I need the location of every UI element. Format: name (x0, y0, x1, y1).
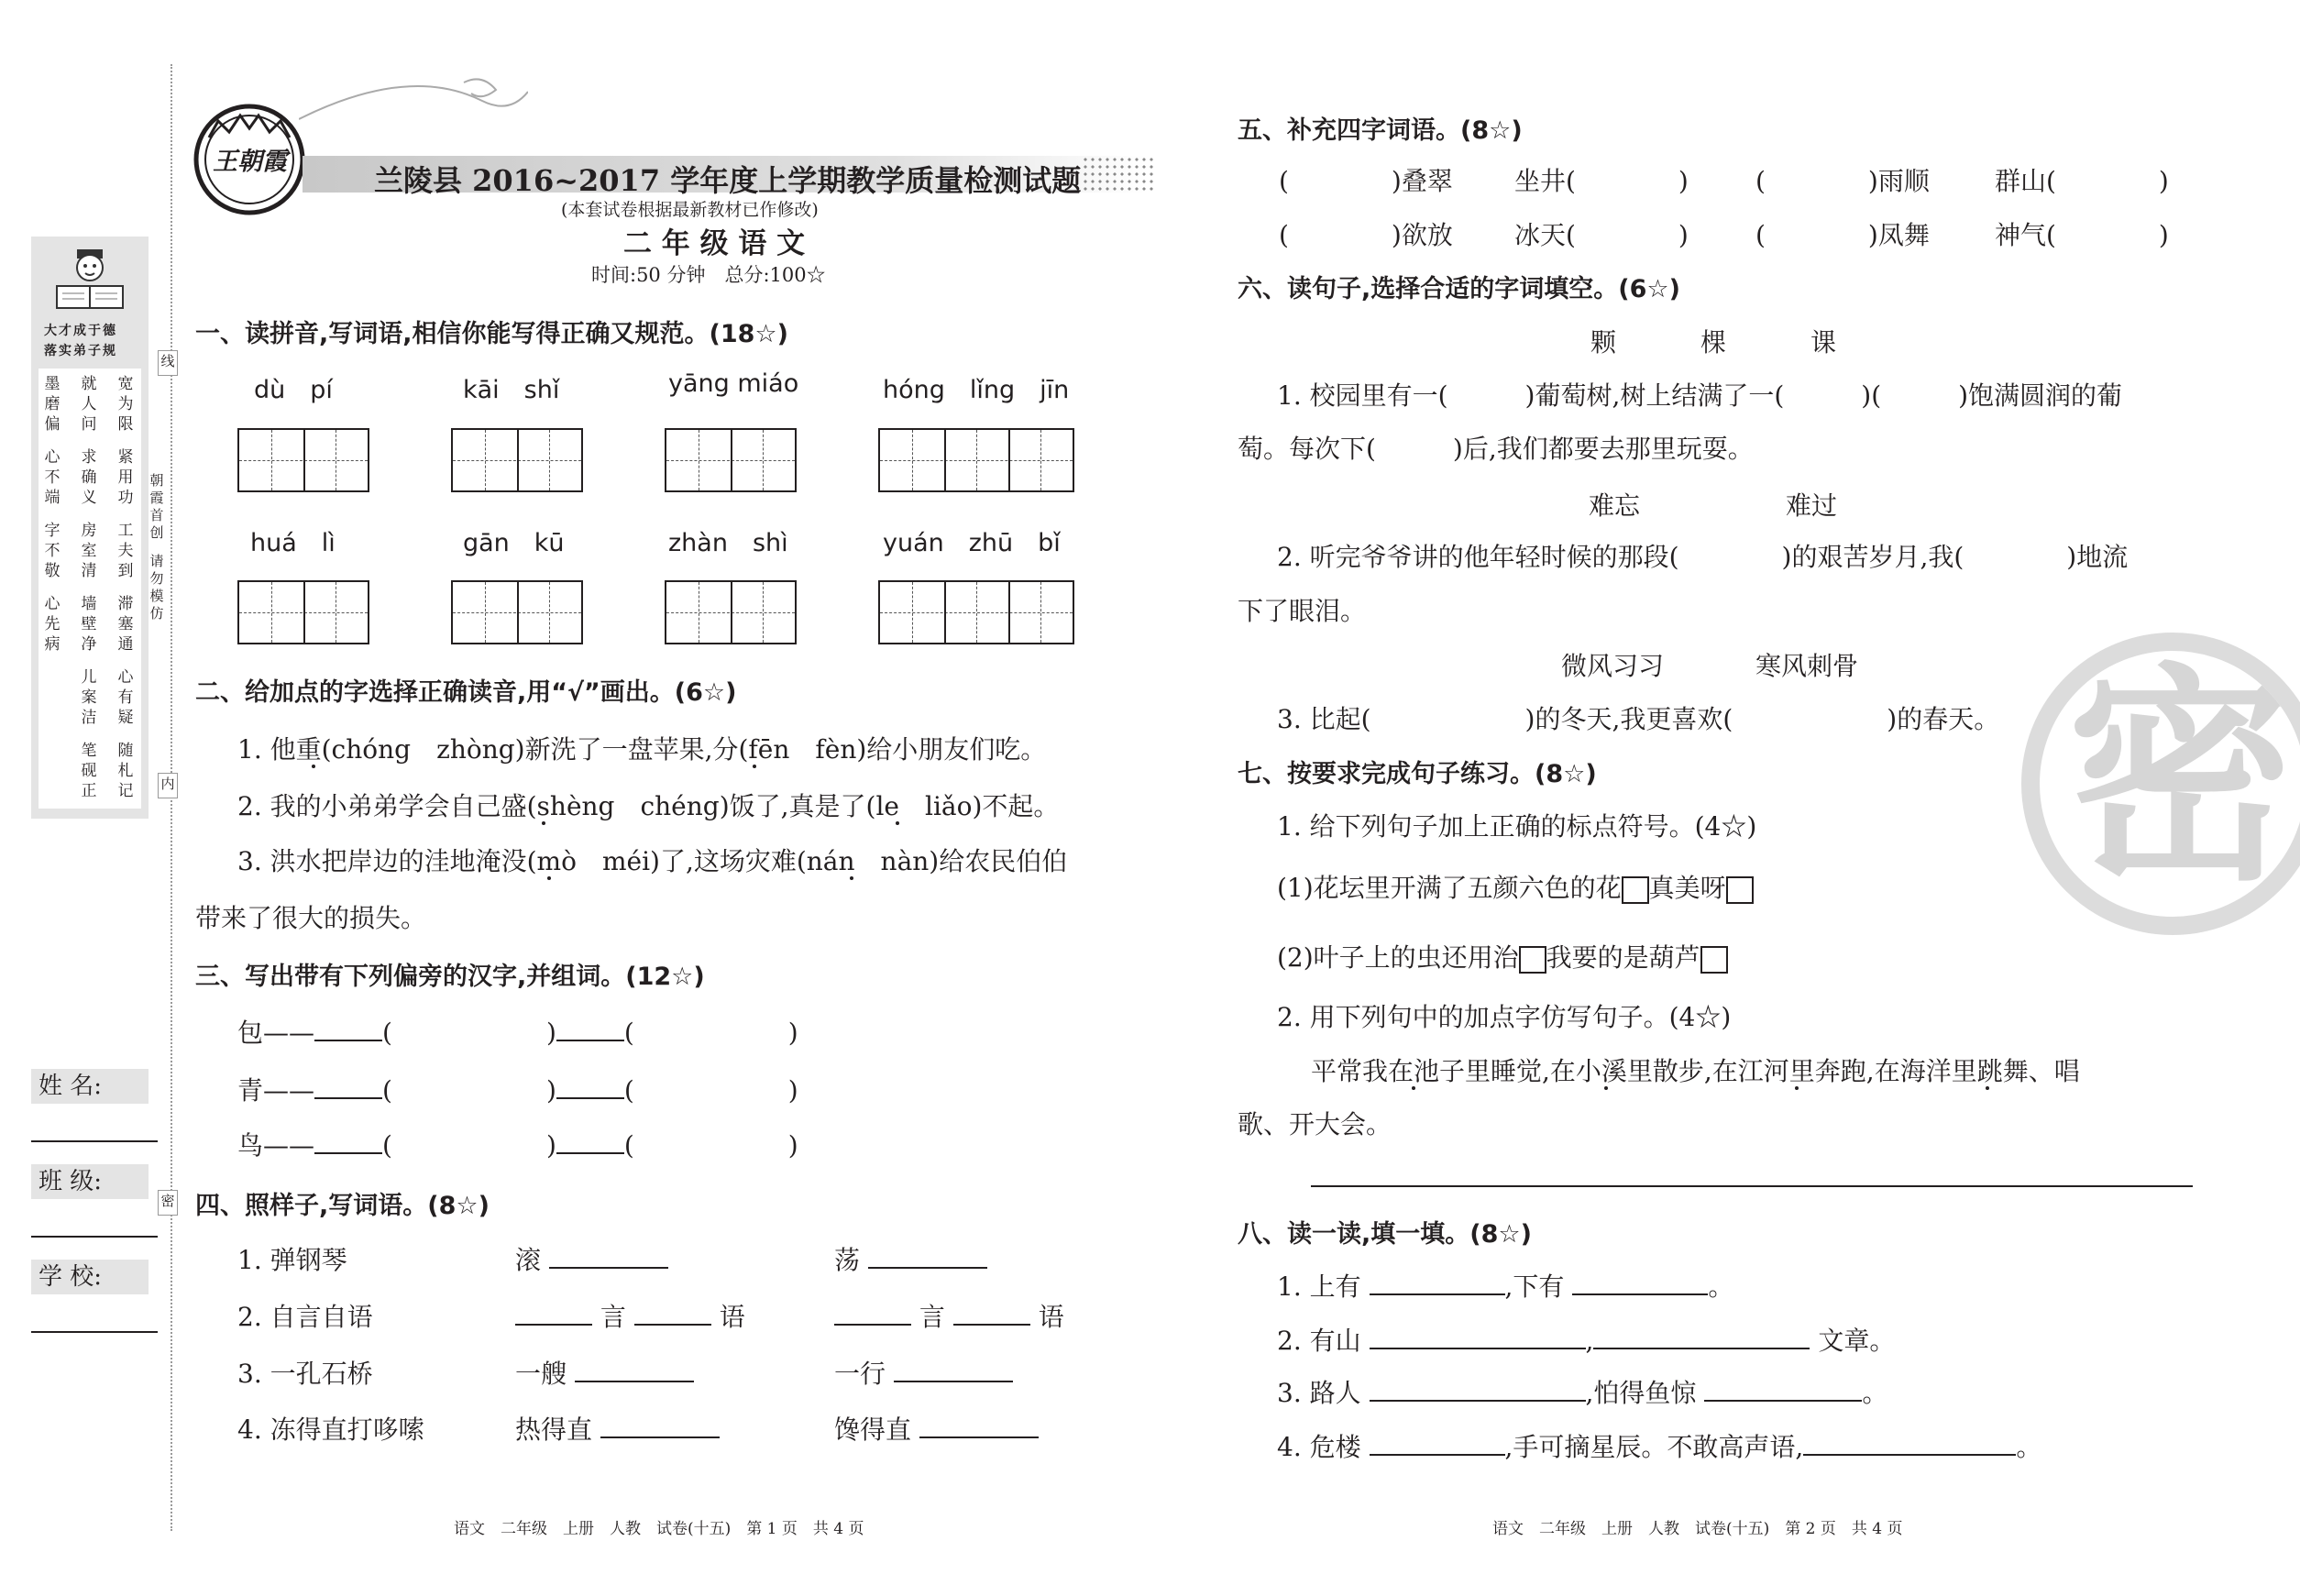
q8-line-4: 4. 危楼 ,手可摘星辰。不敢高声语, 。 (1277, 1432, 2042, 1462)
motto-col-10: 心先病 (44, 595, 61, 654)
class-line (31, 1236, 158, 1238)
q5-item-4: 群山( ) (1995, 166, 2169, 196)
q6-title: 六、读句子,选择合适的字词填空。(6☆) (1238, 275, 1680, 303)
q4-item-4b: 馋得直 (834, 1410, 1039, 1447)
writing-grid-3[interactable] (665, 428, 797, 492)
q4-title: 四、照样子,写词语。(8☆) (195, 1192, 490, 1220)
q1-pinyin-3: yāng miáo (668, 369, 799, 398)
exam-title: 兰陵县 2016~2017 学年度上学期教学质量检测试题 (374, 163, 1082, 198)
motto-columns (39, 369, 141, 809)
q5-item-6: 冰天( ) (1514, 220, 1689, 250)
q5-item-1: ( )叠翠 (1279, 166, 1453, 196)
q1-pinyin-5: huá lì (250, 529, 336, 557)
writing-grid-2[interactable] (451, 428, 583, 492)
q7-title: 七、按要求完成句子练习。(8☆) (1238, 760, 1597, 788)
q1-pinyin-6: gān kū (463, 529, 565, 557)
motto-col-12: 滞塞通 (117, 595, 134, 654)
q6-choice-weifeng: 微风习习 (1561, 651, 1665, 681)
q6-choice-ke3: 课 (1810, 327, 1837, 358)
q4-item-2a: 言 语 (515, 1297, 745, 1334)
answer-blank[interactable] (600, 1416, 720, 1438)
motto-col-9: 工夫到 (117, 522, 134, 580)
radical-bao: 包—— (237, 1018, 315, 1048)
motto-col-1: 墨磨偏 (44, 375, 61, 434)
answer-blank[interactable] (314, 1132, 382, 1154)
q4-item-2b: 言 语 (834, 1297, 1064, 1334)
q4-item-3a: 一艘 (515, 1354, 694, 1391)
q7-sub-2: 2. 用下列句中的加点字仿写句子。(4☆) (1277, 1002, 1732, 1032)
q3-title: 三、写出带有下列偏旁的汉字,并组词。(12☆) (195, 963, 705, 991)
answer-blank[interactable] (919, 1416, 1039, 1438)
answer-blank[interactable] (1370, 1327, 1586, 1349)
writing-grid-7[interactable] (665, 580, 797, 644)
q6-choice-ke2: 棵 (1700, 327, 1727, 358)
footer-right: 语文 二年级 上册 人教 试卷(十五) 第 2 页 共 4 页 (1492, 1520, 1903, 1538)
q1-pinyin-1: dù pí (254, 376, 333, 404)
q8-line-1: 1. 上有 ,下有 。 (1277, 1271, 1734, 1302)
name-label: 姓 名: (31, 1069, 149, 1104)
footer-left: 语文 二年级 上册 人教 试卷(十五) 第 1 页 共 4 页 (454, 1520, 864, 1538)
emphasis-dot (547, 876, 551, 880)
motto-panel (31, 237, 149, 819)
answer-blank[interactable] (549, 1247, 668, 1269)
answer-blank[interactable] (834, 1304, 911, 1326)
q7-paragraph-1: 平常我在池子里睡觉,在小溪里散步,在江河里奔跑,在海洋里跳舞、唱 (1311, 1056, 2080, 1086)
q4-item-3b: 一行 (834, 1354, 1013, 1391)
emphasis-dot (1986, 1086, 1989, 1090)
q1-title: 一、读拼音,写词语,相信你能写得正确又规范。(18☆) (195, 320, 788, 348)
q6-choice-hanfeng: 寒风刺骨 (1755, 651, 1859, 681)
q5-item-8: 神气( ) (1995, 220, 2169, 250)
writing-grid-8[interactable] (878, 580, 1074, 644)
answer-blank[interactable] (1370, 1380, 1586, 1402)
answer-blank[interactable] (575, 1360, 694, 1382)
writing-grid-1[interactable] (237, 428, 369, 492)
q7-punct-1: (1)花坛里开满了五颜六色的花 真美呀 (1277, 868, 1754, 905)
q6-choice-nanguo: 难过 (1786, 490, 1838, 521)
writing-grid-6[interactable] (451, 580, 583, 644)
q4-item-4a: 热得直 (515, 1410, 720, 1447)
exam-note: (本套试卷根据最新教材已作修改) (561, 200, 819, 220)
logo-badge (191, 101, 308, 218)
q4-example-3: 3. 一孔石桥 (237, 1359, 373, 1389)
q5-item-5: ( )欲放 (1279, 220, 1453, 250)
q5-title: 五、补充四字词语。(8☆) (1238, 116, 1523, 145)
q3-row-1: 包—— ( ) ( ) (237, 1018, 798, 1048)
answer-blank[interactable] (634, 1304, 711, 1326)
q3-row-3: 鸟—— ( ) ( ) (237, 1130, 798, 1161)
q4-item-1a: 滚 (515, 1240, 668, 1277)
q2-title: 二、给加点的字选择正确读音,用“√”画出。(6☆) (195, 678, 737, 707)
q5-item-2: 坐井( ) (1514, 166, 1689, 196)
motto-col-8: 房室清 (81, 522, 97, 580)
answer-blank[interactable] (1704, 1380, 1862, 1402)
confidential-stamp (2021, 633, 2300, 935)
class-label: 班 级: (31, 1164, 149, 1199)
q8-line-3: 3. 路人 ,怕得鱼惊 。 (1277, 1378, 1888, 1408)
emphasis-dot (542, 821, 545, 825)
punctuation-box[interactable] (1622, 876, 1649, 904)
fold-label-2: 内 (158, 773, 178, 798)
school-line (31, 1331, 158, 1333)
answer-blank[interactable] (1572, 1273, 1708, 1295)
motto-top: 大才成于德 (44, 324, 117, 338)
emphasis-dot (312, 765, 315, 768)
stamp-glyph: 密 (2067, 644, 2296, 911)
q6-choice-ke1: 颗 (1590, 327, 1617, 358)
q4-example-2: 2. 自言自语 (237, 1302, 373, 1332)
answer-blank[interactable] (1370, 1273, 1505, 1295)
radical-niao: 鸟—— (237, 1130, 315, 1161)
answer-blank[interactable] (1803, 1434, 2016, 1456)
q6-choice-nanwang: 难忘 (1589, 490, 1641, 521)
emphasis-dot (850, 876, 853, 880)
motto-col-15: 笔砚正 (81, 742, 97, 800)
q4-example-1: 1. 弹钢琴 (237, 1245, 347, 1275)
q1-pinyin-7: zhàn shì (668, 529, 788, 557)
emphasis-dot (1795, 1086, 1799, 1090)
emphasis-dot (1412, 1086, 1415, 1090)
q3-row-2: 青—— ( ) ( ) (237, 1075, 798, 1106)
punctuation-box[interactable] (1700, 946, 1728, 974)
motto-col-5: 求确义 (81, 448, 97, 507)
q7-answer-line[interactable] (1311, 1185, 2193, 1187)
answer-blank[interactable] (1370, 1434, 1505, 1456)
answer-blank[interactable] (314, 1077, 382, 1099)
scholar-illustration (50, 246, 130, 319)
q2-line-2: 2. 我的小弟弟学会自己盛(shèng chéng)饭了,真是了(le liǎo)不起。 (237, 791, 1060, 821)
emphasis-dot (896, 821, 899, 825)
motto-col-6: 紧用功 (117, 448, 134, 507)
q1-pinyin-2: kāi shǐ (463, 376, 560, 404)
writing-grid-4[interactable] (878, 428, 1074, 492)
motto-col-7: 字不敬 (44, 522, 61, 580)
motto-col-4: 心不端 (44, 448, 61, 507)
answer-blank[interactable] (953, 1304, 1030, 1326)
punctuation-box[interactable] (1519, 946, 1546, 974)
exam-subject: 二 年 级 语 文 (623, 227, 806, 260)
q8-title: 八、读一读,填一填。(8☆) (1238, 1220, 1532, 1249)
answer-blank[interactable] (556, 1019, 624, 1041)
answer-blank[interactable] (314, 1019, 382, 1041)
q1-pinyin-4: hóng lǐng jīn (883, 376, 1070, 404)
school-field[interactable] (31, 1260, 160, 1337)
q8-line-2: 2. 有山 , 文章。 (1277, 1326, 1896, 1356)
title-bar-dots (1082, 156, 1155, 193)
motto-col-2: 就人问 (81, 375, 97, 434)
class-field[interactable] (31, 1164, 160, 1241)
school-label: 学 校: (31, 1260, 149, 1294)
q2-line-1: 1. 他重(chóng zhòng)新洗了一盘苹果,分(fēn fèn)给小朋友们吃。 (237, 734, 1047, 765)
fold-label-1: 线 (158, 350, 178, 376)
q7-punct-2: (2)叶子上的虫还用治 我要的是葫芦 (1277, 938, 1728, 974)
logo-text: 王朝霞 (213, 148, 287, 176)
motto-bottom: 落实弟子规 (44, 344, 117, 358)
answer-blank[interactable] (556, 1077, 624, 1099)
punctuation-box[interactable] (1726, 876, 1754, 904)
motto-col-16: 随札记 (117, 742, 134, 800)
emphasis-dot (753, 765, 756, 768)
emphasis-dot (1604, 1086, 1608, 1090)
answer-blank[interactable] (515, 1304, 592, 1326)
name-field[interactable] (31, 1069, 160, 1146)
q1-pinyin-8: yuán zhū bǐ (883, 529, 1061, 557)
q6-sentence-3: 3. 比起( )的冬天,我更喜欢( )的春天。 (1277, 704, 2000, 734)
q6-sentence-2a: 2. 听完爷爷讲的他年轻时候的那段( )的艰苦岁月,我( )地流 (1277, 542, 2129, 572)
q6-sentence-1a: 1. 校园里有一( )葡萄树,树上结满了一( )( )饱满圆润的葡 (1277, 380, 2123, 411)
answer-blank[interactable] (1593, 1327, 1810, 1349)
q7-paragraph-2: 歌、开大会。 (1238, 1109, 1392, 1139)
motto-col-13: 儿案洁 (81, 668, 97, 727)
header-ribbon (299, 73, 528, 128)
fold-label-3: 密 (158, 1190, 178, 1216)
q4-example-4: 4. 冻得直打哆嗦 (237, 1414, 424, 1445)
writing-grid-5[interactable] (237, 580, 369, 644)
rights-note: 朝霞首创 请勿模仿 (149, 472, 164, 622)
answer-blank[interactable] (556, 1132, 624, 1154)
answer-blank[interactable] (894, 1360, 1013, 1382)
q7-sub-1: 1. 给下列句子加上正确的标点符号。(4☆) (1277, 811, 1757, 842)
q6-sentence-1b: 萄。每次下( )后,我们都要去那里玩耍。 (1238, 434, 1754, 464)
q2-line-4: 带来了很大的损失。 (195, 903, 427, 933)
name-line (31, 1140, 158, 1142)
time-score: 时间:50 分钟 总分:100☆ (591, 264, 826, 286)
q5-item-7: ( )凤舞 (1755, 220, 1930, 250)
q2-line-3: 3. 洪水把岸边的洼地淹没(mò méi)了,这场灾难(nán nàn)给农民伯伯 (237, 846, 1068, 876)
motto-col-3: 宽为限 (117, 375, 134, 434)
q5-item-3: ( )雨顺 (1755, 166, 1930, 196)
motto-col-11: 墙壁净 (81, 595, 97, 654)
answer-blank[interactable] (868, 1247, 987, 1269)
q6-sentence-2b: 下了眼泪。 (1238, 596, 1367, 626)
radical-qing: 青—— (237, 1075, 315, 1106)
q4-item-1b: 荡 (834, 1240, 987, 1277)
motto-col-14: 心有疑 (117, 668, 134, 727)
